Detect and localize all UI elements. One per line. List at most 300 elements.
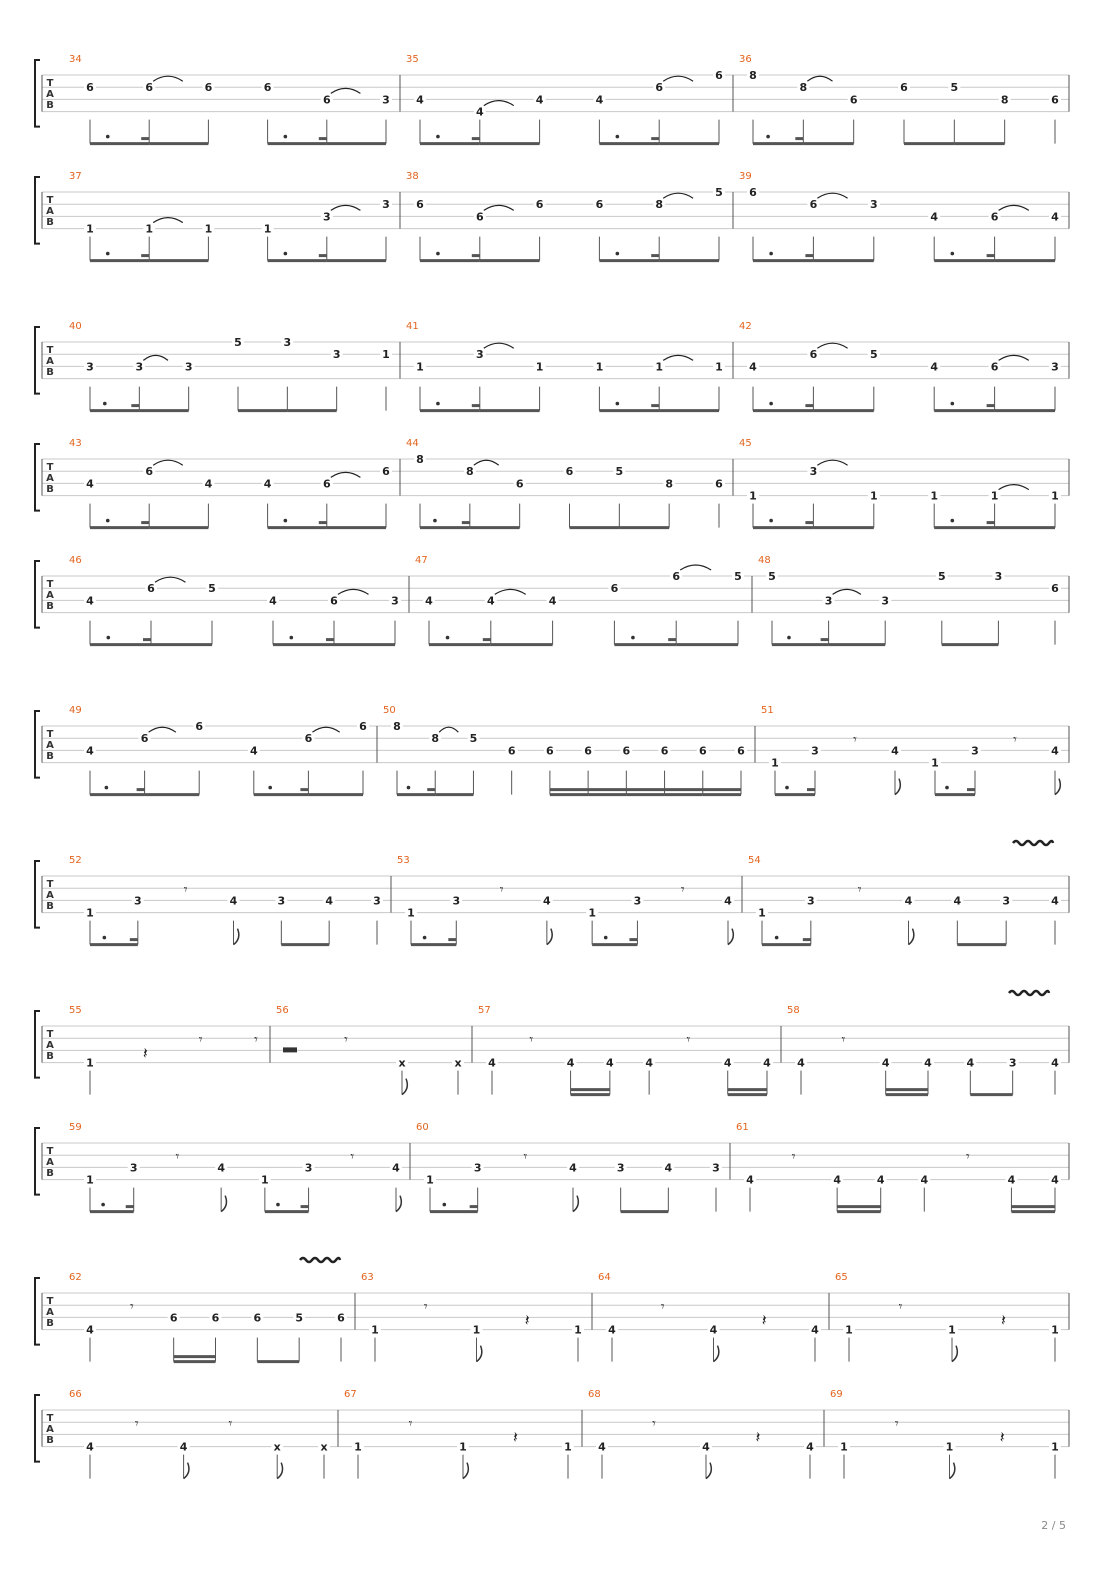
bar-number: 61 bbox=[736, 1122, 749, 1133]
tab-clef-letter: T bbox=[46, 1413, 54, 1424]
fret-number: 4 bbox=[891, 744, 899, 758]
dot bbox=[284, 135, 288, 139]
fret-number: 1 bbox=[758, 906, 766, 920]
eighth-rest: 𝄾 bbox=[853, 732, 857, 749]
fret-number: 1 bbox=[931, 756, 939, 770]
flag bbox=[463, 1463, 468, 1479]
fret-number: 4 bbox=[724, 894, 732, 908]
bar-number: 35 bbox=[406, 54, 419, 65]
tab-clef-letter: B bbox=[46, 1051, 54, 1062]
eighth-rest: 𝄾 bbox=[198, 1032, 203, 1049]
fret-number: 4 bbox=[806, 1440, 814, 1454]
fret-number: 4 bbox=[416, 93, 424, 107]
flag bbox=[950, 1463, 955, 1479]
fret-number: 3 bbox=[712, 1161, 720, 1175]
tie-arc bbox=[817, 460, 847, 465]
flag bbox=[714, 1346, 719, 1362]
fret-number: 1 bbox=[564, 1440, 572, 1454]
tie-arc bbox=[999, 485, 1029, 490]
fret-number: 6 bbox=[169, 1311, 178, 1325]
bar-number: 55 bbox=[69, 1005, 82, 1016]
fret-number: 3 bbox=[277, 894, 286, 908]
fret-number: 6 bbox=[749, 186, 757, 199]
eighth-rest: 𝄾 bbox=[965, 1149, 970, 1166]
fret-number: 5 bbox=[950, 81, 959, 95]
fret-number: 8 bbox=[1000, 93, 1009, 107]
bar-number: 63 bbox=[361, 1272, 374, 1283]
fret-number: 1 bbox=[371, 1323, 379, 1337]
bar-number: 58 bbox=[787, 1005, 800, 1016]
dot bbox=[616, 252, 620, 256]
bar-number: 50 bbox=[383, 705, 396, 716]
fret-number: 5 bbox=[208, 582, 216, 596]
fret-number: 8 bbox=[416, 453, 424, 466]
tab-clef-letter: B bbox=[46, 1435, 54, 1446]
bar-number: 45 bbox=[739, 438, 752, 449]
quarter-rest: 𝄽 bbox=[1001, 1310, 1006, 1330]
flag bbox=[728, 929, 733, 945]
fret-number: 1 bbox=[945, 1440, 954, 1454]
fret-number: 1 bbox=[715, 360, 723, 374]
fret-number: 4 bbox=[953, 894, 962, 908]
fret-number: 1 bbox=[354, 1440, 362, 1454]
dot bbox=[103, 936, 107, 940]
fret-number: 5 bbox=[734, 570, 742, 583]
fret-number: 6 bbox=[990, 360, 999, 374]
tie-arc bbox=[817, 193, 847, 198]
tab-clef-letter: T bbox=[46, 729, 54, 740]
fret-number: 4 bbox=[702, 1440, 710, 1454]
tie-arc bbox=[153, 460, 183, 465]
dot bbox=[787, 636, 791, 640]
eighth-rest: 𝄾 bbox=[350, 1149, 355, 1166]
fret-number: 4 bbox=[1007, 1173, 1016, 1187]
fret-number: 3 bbox=[807, 894, 815, 908]
tab-clef-letter: T bbox=[46, 1146, 54, 1157]
fret-number: 1 bbox=[535, 360, 544, 374]
fret-number: 3 bbox=[134, 894, 142, 908]
fret-number: 3 bbox=[86, 360, 94, 374]
fret-number: 1 bbox=[948, 1323, 956, 1337]
fret-number: 6 bbox=[253, 1311, 262, 1325]
fret-number: 4 bbox=[86, 744, 94, 758]
fret-number: 4 bbox=[475, 105, 484, 119]
bar-number: 42 bbox=[739, 321, 752, 332]
fret-number: 3 bbox=[129, 1161, 138, 1175]
fret-number: 4 bbox=[811, 1323, 819, 1337]
tab-clef-letter: B bbox=[46, 751, 54, 762]
eighth-rest: 𝄾 bbox=[228, 1416, 233, 1433]
fret-number: 3 bbox=[475, 348, 484, 362]
eighth-rest: 𝄾 bbox=[134, 1416, 139, 1433]
half-rest bbox=[283, 1047, 297, 1052]
fret-number: 4 bbox=[920, 1173, 929, 1187]
quarter-rest: 𝄽 bbox=[999, 1427, 1005, 1447]
fret-number: 3 bbox=[382, 198, 390, 212]
fret-number: 4 bbox=[86, 1323, 94, 1337]
system-brace bbox=[35, 861, 40, 928]
fret-number: 4 bbox=[569, 1161, 577, 1175]
fret-number: 4 bbox=[966, 1056, 975, 1070]
fret-number: 6 bbox=[475, 210, 484, 224]
fret-number: 6 bbox=[507, 744, 516, 758]
fret-number: 1 bbox=[990, 489, 999, 503]
tie-arc bbox=[331, 205, 361, 210]
fret-number: 4 bbox=[548, 594, 557, 608]
fret-number: 6 bbox=[515, 477, 524, 491]
fret-number: 8 bbox=[655, 198, 664, 212]
flag bbox=[184, 1463, 189, 1479]
dot bbox=[436, 402, 440, 406]
dot bbox=[436, 252, 440, 256]
fret-number: 4 bbox=[535, 93, 544, 107]
fret-number: 5 bbox=[768, 570, 776, 583]
quarter-rest: 𝄽 bbox=[513, 1427, 518, 1447]
tie-arc bbox=[663, 76, 693, 81]
fret-number: 8 bbox=[665, 477, 673, 491]
bar-number: 56 bbox=[276, 1005, 289, 1016]
quarter-rest: 𝄽 bbox=[761, 1310, 767, 1330]
fret-number: 6 bbox=[698, 744, 707, 758]
tie-arc bbox=[484, 205, 514, 210]
fret-number: 4 bbox=[1051, 744, 1059, 758]
tie-arc bbox=[999, 355, 1029, 360]
fret-number: 6 bbox=[330, 594, 338, 608]
dot bbox=[106, 252, 110, 256]
system-brace bbox=[35, 177, 40, 244]
dot bbox=[106, 135, 110, 139]
dot bbox=[775, 936, 779, 940]
dot bbox=[433, 519, 437, 523]
bar-number: 51 bbox=[761, 705, 774, 716]
dot bbox=[103, 402, 107, 406]
fret-number: 6 bbox=[416, 198, 424, 212]
bar-number: 66 bbox=[69, 1389, 82, 1400]
tie-arc bbox=[331, 88, 361, 93]
fret-number: 3 bbox=[994, 570, 1003, 583]
page-number: 2 / 5 bbox=[1041, 1519, 1066, 1532]
fret-number: 4 bbox=[566, 1056, 575, 1070]
fret-number: 6 bbox=[86, 81, 94, 95]
flag bbox=[234, 929, 239, 945]
bar-number: 34 bbox=[69, 54, 82, 65]
fret-number: 1 bbox=[416, 360, 424, 374]
fret-number: 1 bbox=[86, 906, 94, 920]
fret-number: 1 bbox=[86, 1056, 94, 1070]
fret-number: 6 bbox=[610, 582, 619, 596]
fret-number: 4 bbox=[749, 360, 757, 374]
fret-number: 4 bbox=[924, 1056, 932, 1070]
tab-clef-letter: T bbox=[46, 462, 54, 473]
dead-note: x bbox=[320, 1440, 328, 1454]
eighth-rest: 𝄾 bbox=[254, 1032, 258, 1049]
fret-number: 1 bbox=[869, 489, 878, 503]
bar-number: 67 bbox=[344, 1389, 357, 1400]
bar-number: 54 bbox=[748, 855, 761, 866]
system-brace bbox=[35, 1395, 40, 1462]
fret-number: 6 bbox=[337, 1311, 345, 1325]
tab-clef-letter: A bbox=[46, 740, 54, 751]
bar-number: 60 bbox=[416, 1122, 429, 1133]
fret-number: 3 bbox=[824, 594, 833, 608]
fret-number: 4 bbox=[881, 1056, 890, 1070]
system-brace bbox=[35, 60, 40, 127]
vibrato-mark bbox=[1009, 991, 1049, 995]
fret-number: 6 bbox=[147, 582, 155, 596]
bar-number: 46 bbox=[69, 555, 82, 566]
fret-number: 3 bbox=[135, 360, 144, 374]
tie-arc bbox=[155, 577, 186, 582]
dead-note: x bbox=[398, 1056, 406, 1070]
fret-number: 6 bbox=[655, 81, 664, 95]
tie-arc bbox=[999, 205, 1029, 210]
fret-number: 3 bbox=[322, 210, 331, 224]
fret-number: 3 bbox=[304, 1161, 313, 1175]
dot bbox=[268, 786, 272, 790]
dot bbox=[106, 519, 110, 523]
fret-number: 6 bbox=[359, 720, 367, 733]
fret-number: 4 bbox=[488, 1056, 496, 1070]
fret-number: 3 bbox=[1051, 360, 1059, 374]
dot bbox=[945, 786, 949, 790]
fret-number: 5 bbox=[869, 348, 878, 362]
fret-number: 4 bbox=[269, 594, 277, 608]
bar-number: 49 bbox=[69, 705, 82, 716]
fret-number: 4 bbox=[723, 1056, 732, 1070]
fret-number: 4 bbox=[1051, 210, 1059, 224]
fret-number: 4 bbox=[179, 1440, 188, 1454]
fret-number: 6 bbox=[990, 210, 999, 224]
fret-number: 4 bbox=[904, 894, 913, 908]
system-brace bbox=[35, 1278, 40, 1345]
fret-number: 5 bbox=[295, 1311, 303, 1325]
eighth-rest: 𝄾 bbox=[686, 1032, 691, 1049]
fret-number: 6 bbox=[140, 732, 149, 746]
tab-clef-letter: A bbox=[46, 590, 54, 601]
fret-number: 6 bbox=[304, 732, 313, 746]
dot bbox=[284, 252, 288, 256]
bar-number: 57 bbox=[478, 1005, 491, 1016]
fret-number: 4 bbox=[930, 210, 939, 224]
tab-clef-letter: A bbox=[46, 356, 54, 367]
flag bbox=[221, 1196, 226, 1212]
dot bbox=[769, 402, 773, 406]
flag bbox=[573, 1196, 578, 1212]
fret-number: 8 bbox=[799, 81, 808, 95]
eighth-rest: 𝄾 bbox=[894, 1416, 899, 1433]
tab-clef-letter: B bbox=[46, 601, 54, 612]
fret-number: 6 bbox=[715, 477, 723, 491]
tab-clef-letter: A bbox=[46, 206, 54, 217]
flag bbox=[402, 1079, 407, 1095]
fret-number: 4 bbox=[229, 894, 238, 908]
flag bbox=[952, 1346, 957, 1362]
tie-arc bbox=[663, 193, 693, 198]
fret-number: 4 bbox=[598, 1440, 606, 1454]
fret-number: 6 bbox=[1051, 582, 1059, 596]
dot bbox=[407, 786, 411, 790]
fret-number: 4 bbox=[1051, 1056, 1059, 1070]
fret-number: 1 bbox=[459, 1440, 467, 1454]
flag bbox=[909, 929, 914, 945]
bar-number: 65 bbox=[835, 1272, 848, 1283]
tie-arc bbox=[338, 589, 369, 594]
flag bbox=[547, 929, 552, 945]
bar-number: 40 bbox=[69, 321, 82, 332]
fret-number: 1 bbox=[845, 1323, 853, 1337]
fret-number: 3 bbox=[373, 894, 381, 908]
bar-number: 47 bbox=[415, 555, 428, 566]
dot bbox=[101, 1203, 105, 1207]
fret-number: 3 bbox=[869, 198, 878, 212]
fret-number: 4 bbox=[86, 594, 94, 608]
tie-arc bbox=[484, 101, 514, 106]
fret-number: 4 bbox=[595, 93, 604, 107]
eighth-rest: 𝄾 bbox=[680, 882, 685, 899]
vibrato-mark bbox=[300, 1258, 340, 1262]
fret-number: 4 bbox=[664, 1161, 673, 1175]
fret-number: 3 bbox=[1002, 894, 1010, 908]
fret-number: 4 bbox=[263, 477, 272, 491]
dead-note: x bbox=[273, 1440, 281, 1454]
fret-number: 6 bbox=[900, 81, 908, 95]
tab-clef-letter: T bbox=[46, 579, 54, 590]
fret-number: 3 bbox=[881, 594, 890, 608]
fret-number: 1 bbox=[263, 222, 272, 236]
fret-number: 6 bbox=[595, 198, 604, 212]
tab-clef-letter: B bbox=[46, 1318, 54, 1329]
tab-clef-letter: B bbox=[46, 484, 54, 495]
fret-number: 1 bbox=[771, 756, 779, 770]
bar-number: 48 bbox=[758, 555, 771, 566]
fret-number: 6 bbox=[211, 1311, 220, 1325]
fret-number: 5 bbox=[615, 465, 624, 479]
fret-number: 4 bbox=[1051, 1173, 1059, 1187]
fret-number: 6 bbox=[263, 81, 272, 95]
flag bbox=[1055, 779, 1060, 795]
dot bbox=[951, 252, 955, 256]
bar-number: 53 bbox=[397, 855, 410, 866]
fret-number: 4 bbox=[1051, 894, 1059, 908]
fret-number: 5 bbox=[715, 186, 723, 199]
flag bbox=[277, 1463, 282, 1479]
fret-number: 6 bbox=[737, 744, 745, 758]
tie-arc bbox=[331, 472, 361, 477]
tie-arc bbox=[807, 76, 832, 81]
fret-number: 3 bbox=[283, 336, 292, 349]
tab-clef-letter: B bbox=[46, 367, 54, 378]
eighth-rest: 𝄾 bbox=[523, 1149, 528, 1166]
tab-clef-letter: A bbox=[46, 89, 54, 100]
eighth-rest: 𝄾 bbox=[841, 1032, 846, 1049]
fret-number: 4 bbox=[746, 1173, 754, 1187]
fret-number: 5 bbox=[469, 732, 478, 746]
fret-number: 1 bbox=[204, 222, 213, 236]
eighth-rest: 𝄾 bbox=[660, 1299, 665, 1316]
dot bbox=[107, 636, 111, 640]
fret-number: 6 bbox=[145, 465, 154, 479]
tab-clef-letter: A bbox=[46, 473, 54, 484]
system-brace bbox=[35, 327, 40, 394]
fret-number: 1 bbox=[930, 489, 939, 503]
eighth-rest: 𝄾 bbox=[175, 1149, 180, 1166]
tie-arc bbox=[143, 355, 168, 360]
dot bbox=[423, 936, 427, 940]
fret-number: 4 bbox=[204, 477, 213, 491]
fret-number: 4 bbox=[86, 1440, 94, 1454]
fret-number: 4 bbox=[325, 894, 333, 908]
tab-clef-letter: B bbox=[46, 100, 54, 111]
fret-number: 6 bbox=[715, 69, 723, 82]
quarter-rest: 𝄽 bbox=[524, 1310, 530, 1330]
dot bbox=[951, 402, 955, 406]
system-brace bbox=[35, 1128, 40, 1195]
bar-number: 41 bbox=[406, 321, 419, 332]
tab-clef-letter: A bbox=[46, 1307, 54, 1318]
tab-clef-letter: B bbox=[46, 217, 54, 228]
eighth-rest: 𝄾 bbox=[791, 1149, 796, 1166]
fret-number: 1 bbox=[86, 222, 94, 236]
fret-number: 4 bbox=[876, 1173, 885, 1187]
dot bbox=[443, 1203, 447, 1207]
fret-number: 4 bbox=[709, 1323, 718, 1337]
eighth-rest: 𝄾 bbox=[408, 1416, 413, 1433]
tab-clef-letter: T bbox=[46, 879, 54, 890]
eighth-rest: 𝄾 bbox=[857, 882, 862, 899]
fret-number: 4 bbox=[425, 594, 433, 608]
fret-number: 3 bbox=[332, 348, 341, 362]
fret-number: 1 bbox=[407, 906, 415, 920]
fret-number: 6 bbox=[672, 570, 681, 583]
fret-number: 5 bbox=[234, 336, 242, 349]
bar-number: 39 bbox=[739, 171, 752, 182]
bar-number: 52 bbox=[69, 855, 82, 866]
fret-number: 6 bbox=[195, 720, 204, 733]
bar-number: 44 bbox=[406, 438, 419, 449]
fret-number: 6 bbox=[204, 81, 213, 95]
fret-number: 6 bbox=[584, 744, 592, 758]
tie-arc bbox=[833, 589, 861, 594]
fret-number: 4 bbox=[249, 744, 258, 758]
tie-arc bbox=[312, 727, 339, 732]
fret-number: 1 bbox=[574, 1323, 582, 1337]
bar-number: 69 bbox=[830, 1389, 843, 1400]
fret-number: 6 bbox=[382, 465, 390, 479]
flag bbox=[477, 1346, 482, 1362]
fret-number: 1 bbox=[86, 1173, 94, 1187]
fret-number: 1 bbox=[1051, 1323, 1059, 1337]
tie-arc bbox=[153, 218, 183, 223]
system-brace bbox=[35, 444, 40, 511]
tab-clef-letter: B bbox=[46, 901, 54, 912]
fret-number: 6 bbox=[565, 465, 574, 479]
tie-arc bbox=[474, 460, 499, 465]
fret-number: 1 bbox=[655, 360, 664, 374]
fret-number: 1 bbox=[588, 906, 596, 920]
fret-number: 3 bbox=[391, 594, 399, 608]
fret-number: 6 bbox=[622, 744, 631, 758]
flag bbox=[895, 779, 900, 795]
fret-number: 4 bbox=[608, 1323, 616, 1337]
flag bbox=[706, 1463, 711, 1479]
fret-number: 8 bbox=[466, 465, 474, 479]
fret-number: 6 bbox=[660, 744, 669, 758]
tie-arc bbox=[484, 343, 514, 348]
bar-number: 68 bbox=[588, 1389, 601, 1400]
tie-arc bbox=[663, 355, 693, 360]
fret-number: 3 bbox=[633, 894, 642, 908]
system-brace bbox=[35, 711, 40, 778]
